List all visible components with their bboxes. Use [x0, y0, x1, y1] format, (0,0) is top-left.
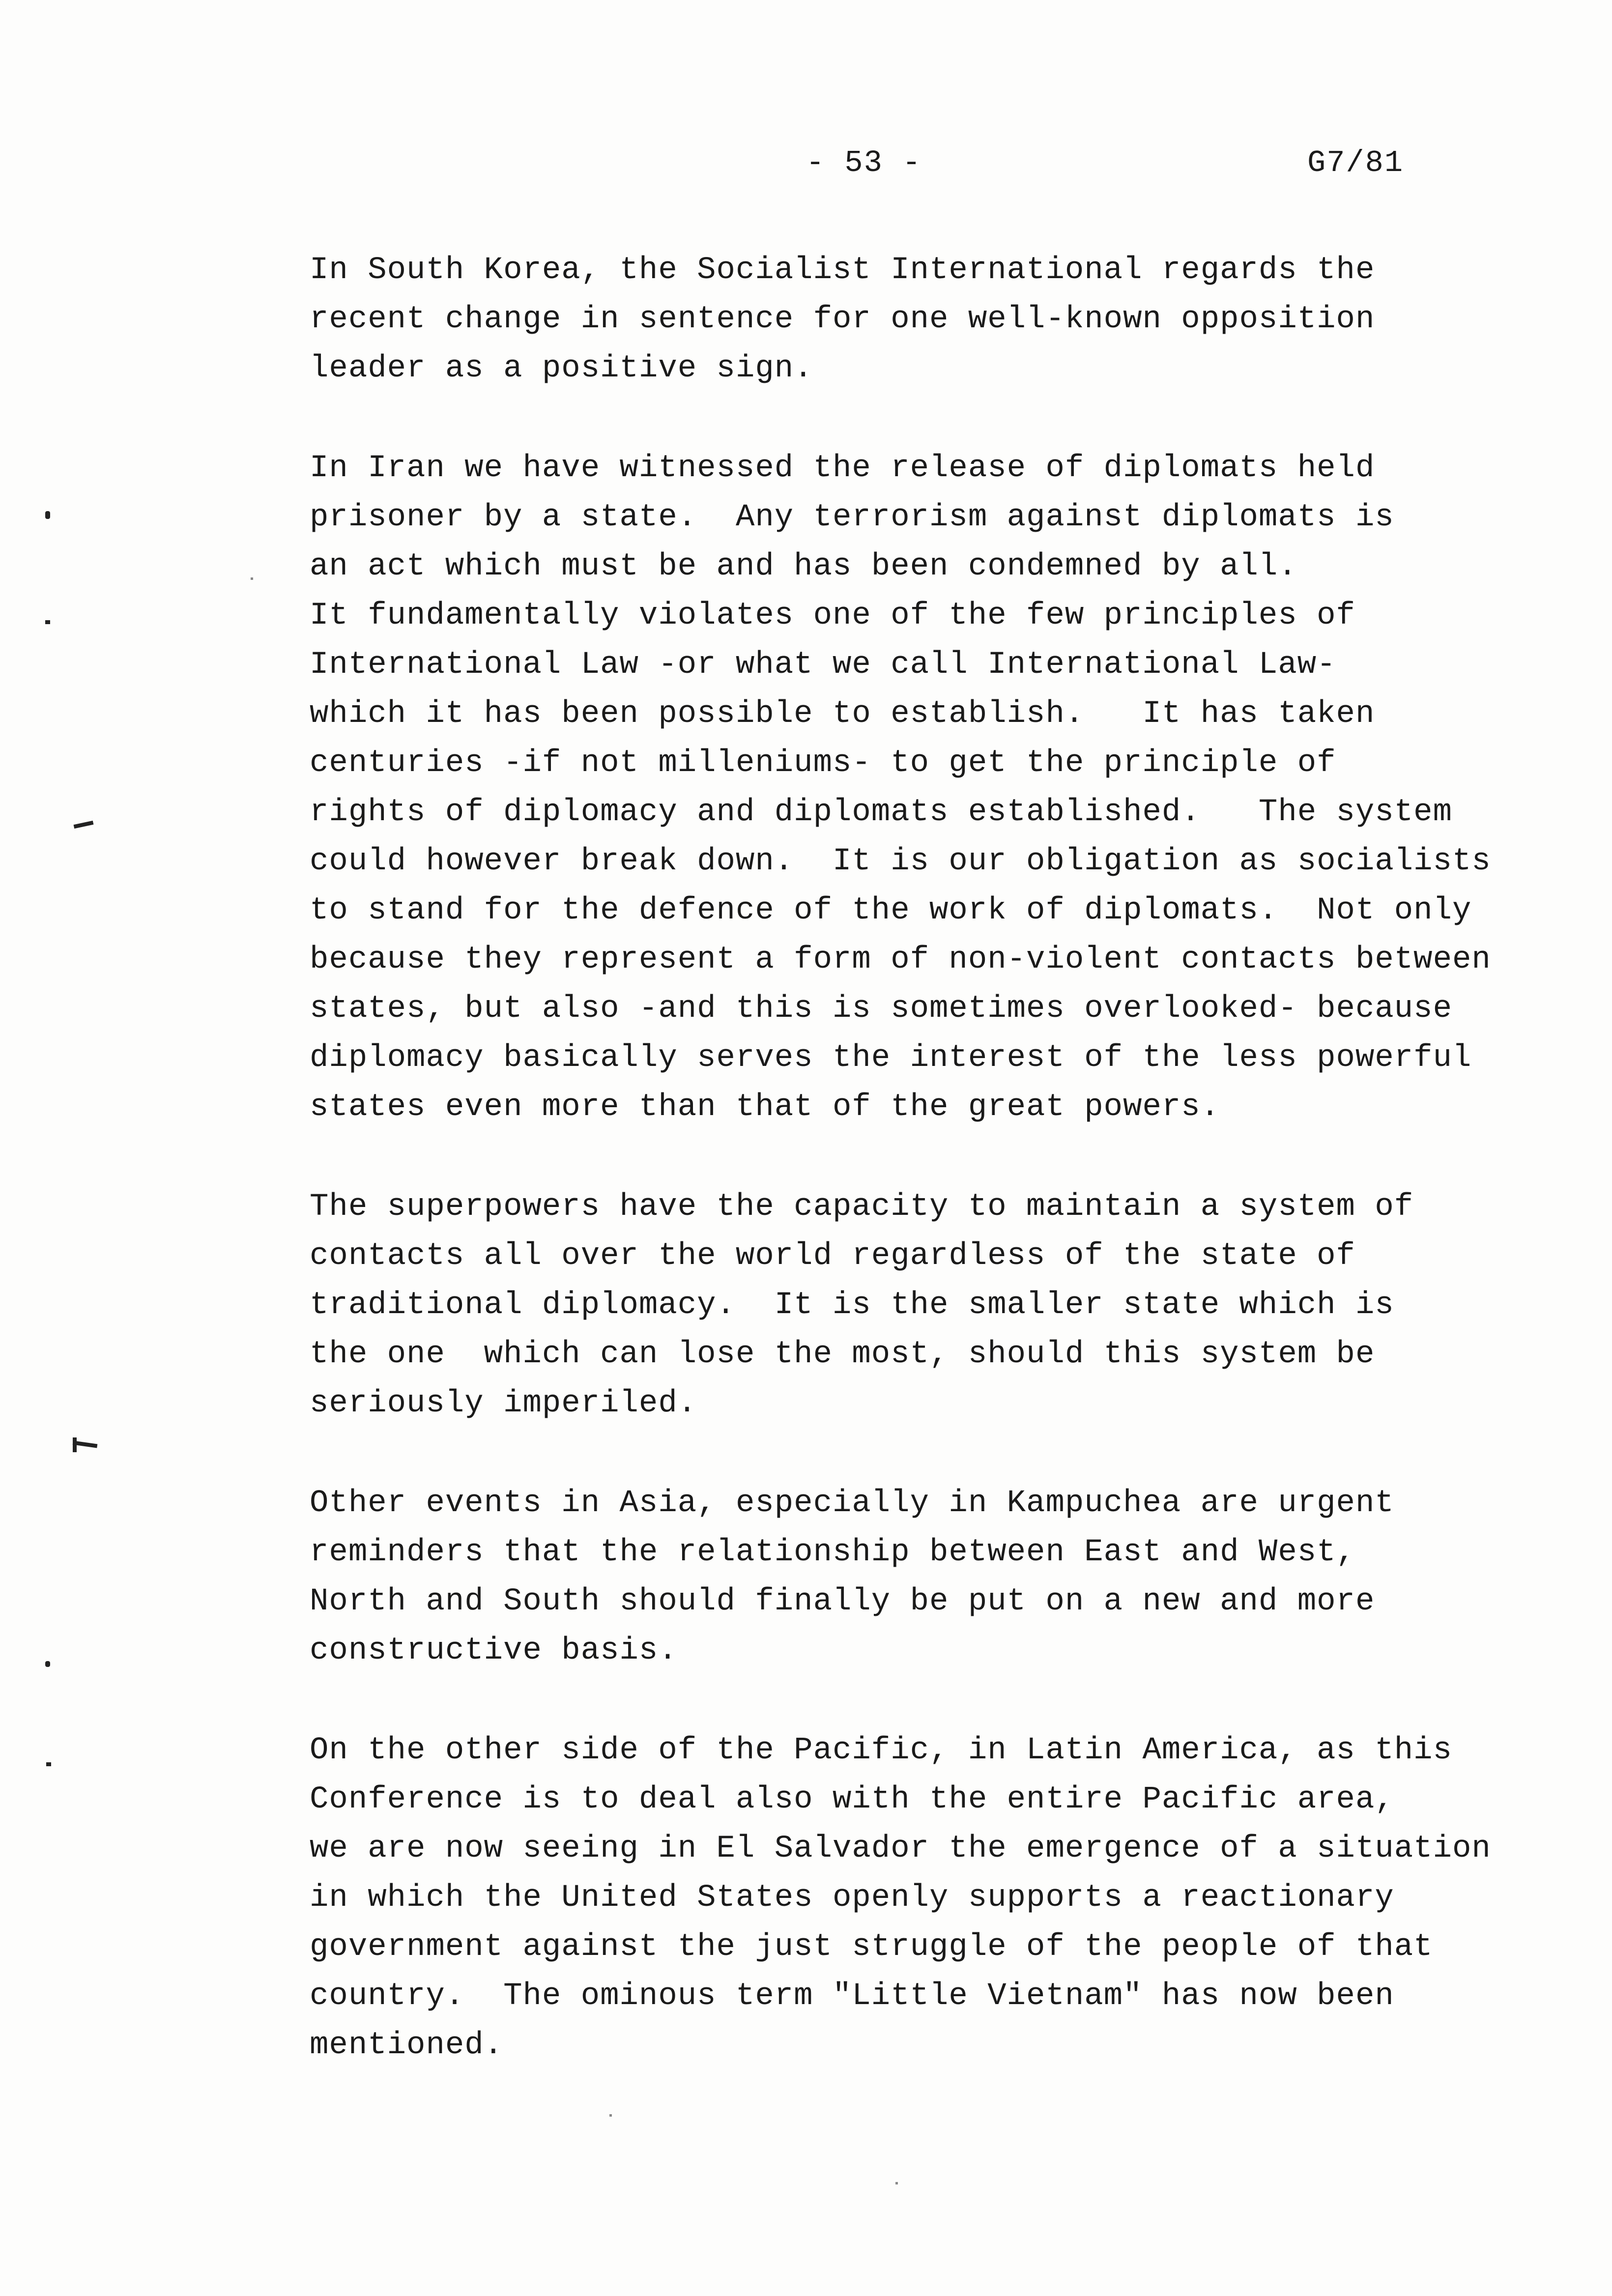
text-line: mentioned. [310, 2028, 504, 2063]
paragraph-superpowers [310, 1182, 1548, 1428]
text-line: centuries -if not milleniums- to get the principle of [310, 746, 1336, 781]
text-line: In Iran we have witnessed the release of diplomats held [310, 451, 1375, 486]
text-line: Conference is to deal also with the entire Pacific area, [310, 1782, 1394, 1817]
margin-mark [46, 1762, 51, 1766]
paragraph-iran [310, 444, 1548, 1132]
margin-mark [45, 511, 50, 519]
text-line: North and South should finally be put on a new and more [310, 1584, 1375, 1619]
text-line: traditional diplomacy. It is the smaller state which is [310, 1288, 1394, 1323]
text-line: an act which must be and has been condemned by all. [310, 549, 1297, 584]
margin-mark [74, 821, 94, 829]
text-line: leader as a positive sign. [310, 351, 813, 386]
margin-mark [45, 1661, 50, 1667]
speck [251, 577, 253, 580]
text-line: seriously imperiled. [310, 1386, 697, 1421]
text-line: the one which can lose the most, should this system be [310, 1337, 1375, 1372]
text-line: constructive basis. [310, 1633, 678, 1668]
speck [895, 2182, 898, 2184]
text-line: country. The ominous term "Little Vietnam" has now been [310, 1979, 1394, 2014]
text-line: On the other side of the Pacific, in Latin America, as this [310, 1733, 1452, 1768]
paragraph-asia [310, 1479, 1548, 1675]
paragraph-south-korea [310, 246, 1548, 393]
body-text [310, 246, 1548, 2121]
text-line: rights of diplomacy and diplomats established. The system [310, 795, 1452, 830]
text-line: diplomacy basically serves the interest of the less powerful [310, 1040, 1472, 1076]
text-line: It fundamentally violates one of the few principles of [310, 598, 1355, 633]
speck [609, 2114, 612, 2117]
margin-mark [45, 620, 50, 624]
text-line: contacts all over the world regardless of the state of [310, 1238, 1355, 1274]
text-line: prisoner by a state. Any terrorism against diplomats is [310, 500, 1394, 535]
text-line: states, but also -and this is sometimes overlooked- because [310, 991, 1452, 1027]
text-line: because they represent a form of non-violent contacts between [310, 942, 1491, 977]
margin-mark [73, 1437, 77, 1452]
text-line: to stand for the defence of the work of diplomats. Not only [310, 893, 1472, 928]
text-line: states even more than that of the great powers. [310, 1090, 1220, 1125]
page-number: - 53 - [806, 145, 922, 180]
text-line: recent change in sentence for one well-known opposition [310, 302, 1375, 337]
text-line: In South Korea, the Socialist International regards the [310, 253, 1375, 288]
document-reference: G7/81 [1307, 145, 1404, 180]
paragraph-latin-america [310, 1726, 1548, 2070]
text-line: International Law -or what we call International Law- [310, 647, 1336, 683]
text-line: The superpowers have the capacity to maintain a system of [310, 1189, 1414, 1225]
text-line: reminders that the relationship between East and West, [310, 1535, 1355, 1570]
text-line: in which the United States openly supports a reactionary [310, 1880, 1394, 1916]
text-line: which it has been possible to establish. It has taken [310, 696, 1375, 732]
text-line: government against the just struggle of the people of that [310, 1929, 1433, 1965]
text-line: could however break down. It is our obligation as socialists [310, 844, 1491, 879]
text-line: Other events in Asia, especially in Kampuchea are urgent [310, 1486, 1394, 1521]
text-line: we are now seeing in El Salvador the emergence of a situation [310, 1831, 1491, 1866]
